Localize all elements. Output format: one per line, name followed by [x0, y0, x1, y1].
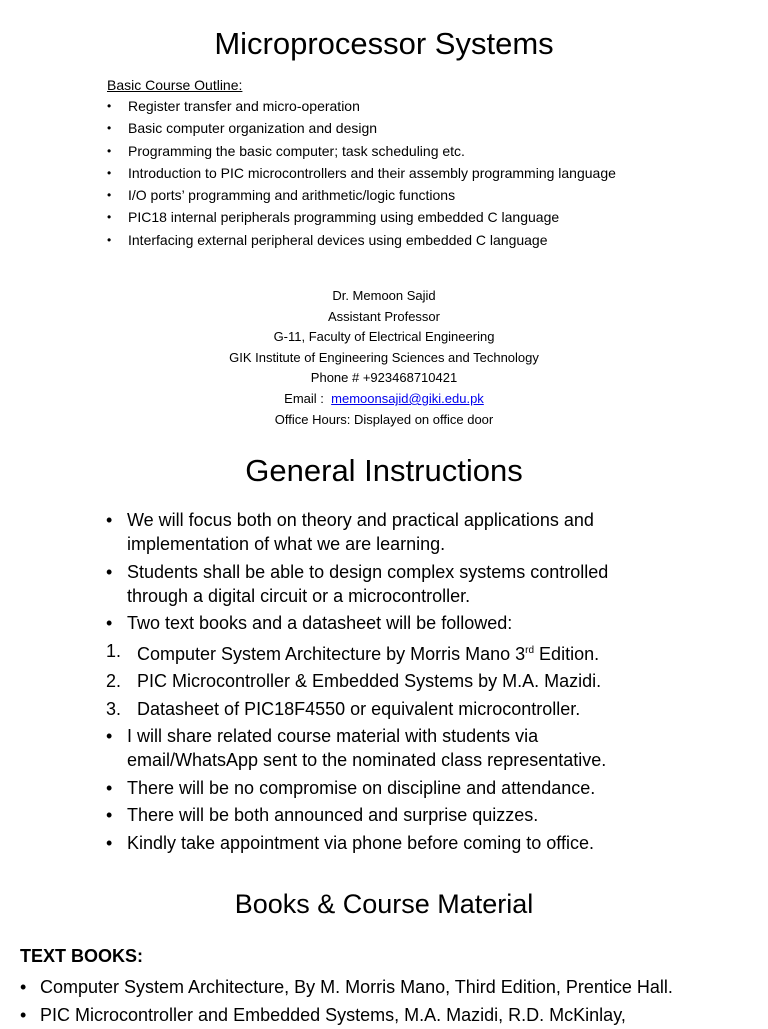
bullet-icon: •	[106, 561, 113, 582]
list-item: • Interfacing external peripheral devices using embedded C language	[107, 229, 727, 251]
numbered-item: 2. PIC Microcontroller & Embedded Systems by M.A. Mazidi.	[106, 671, 602, 691]
instructor-office: G-11, Faculty of Electrical Engineering	[273, 329, 495, 345]
general-instructions-title: General Instructions	[245, 453, 523, 488]
office-hours: Office Hours: Displayed on office door	[274, 411, 494, 427]
list-item: • Register transfer and micro-operation	[107, 95, 727, 117]
books-section	[20, 943, 760, 1029]
list-item: • PIC Microcontroller and Embedded Systems, M.A. Mazidi, R.D. McKinlay,	[20, 1001, 760, 1029]
course-outline-list	[107, 95, 727, 251]
list-item: • There will be both announced and surprise quizzes.	[106, 805, 539, 825]
list-item: • PIC18 internal peripherals programming using embedded C language	[107, 206, 727, 228]
bullet-icon: •	[106, 805, 113, 825]
list-item: • Basic computer organization and design	[107, 117, 727, 139]
text-books-heading: TEXT BOOKS:	[20, 946, 144, 966]
contact-block	[0, 286, 768, 430]
list-item: • Programming the basic computer; task scheduling etc.	[107, 140, 727, 162]
list-item: • Two text books and a datasheet will be followed:	[106, 613, 513, 633]
bullet-icon: •	[106, 832, 113, 853]
bullet-icon: •	[106, 613, 113, 633]
list-item: • I will share related course material with students via email/WhatsApp sent to the nominated class representative.	[106, 726, 607, 770]
instructor-institute: GIK Institute of Engineering Sciences and Technology	[229, 349, 539, 365]
list-item: • I/O ports’ programming and arithmetic/logic functions	[107, 184, 727, 206]
bullet-icon: •	[107, 232, 112, 247]
email-link[interactable]: memoonsajid@giki.edu.pk	[331, 390, 484, 406]
general-instructions-list	[106, 508, 666, 858]
bullet-icon: •	[106, 777, 113, 798]
bullet-icon: •	[20, 977, 27, 997]
instructor-name: Dr. Memoon Sajid	[332, 288, 436, 303]
list-item: • Computer System Architecture, By M. Morris Mano, Third Edition, Prentice Hall.	[20, 973, 760, 1001]
bullet-icon: •	[107, 143, 112, 158]
list-item: • We will focus both on theory and practical applications and implementation of what we are learning.	[106, 510, 594, 554]
numbered-item: 3. Datasheet of PIC18F4550 or equivalent microcontroller.	[106, 698, 581, 719]
page-title: Microprocessor Systems	[214, 26, 554, 61]
list-item: • There will be no compromise on discipline and attendance.	[106, 777, 596, 798]
number-marker: 3.	[106, 698, 122, 719]
bullet-icon: •	[107, 121, 112, 136]
instructor-phone: Phone # +923468710421	[310, 370, 458, 386]
list-item: • Students shall be able to design complex systems controlled through a digital circuit or a microcontroller.	[106, 561, 609, 606]
bullet-icon: •	[106, 726, 113, 746]
number-marker: 2.	[106, 671, 122, 691]
course-outline-heading: Basic Course Outline:	[107, 77, 243, 93]
instructor-email-line	[0, 389, 768, 410]
bullet-icon: •	[107, 165, 112, 180]
books-title: Books & Course Material	[234, 889, 534, 919]
number-marker: 1.	[106, 640, 122, 661]
bullet-icon: •	[107, 188, 112, 203]
instructor-designation: Assistant Professor	[328, 308, 440, 324]
list-item: • Kindly take appointment via phone before coming to office.	[106, 832, 594, 853]
course-outline	[107, 75, 727, 251]
numbered-item: 1. Computer System Architecture by Morris Mano 3rd Edition.	[106, 640, 600, 664]
email-label: Email :	[284, 390, 324, 406]
bullet-icon: •	[106, 510, 113, 530]
bullet-icon: •	[107, 99, 112, 113]
bullet-icon: •	[107, 210, 112, 225]
list-item: • Introduction to PIC microcontrollers and their assembly programming language	[107, 162, 727, 184]
bullet-icon: •	[20, 1005, 27, 1025]
